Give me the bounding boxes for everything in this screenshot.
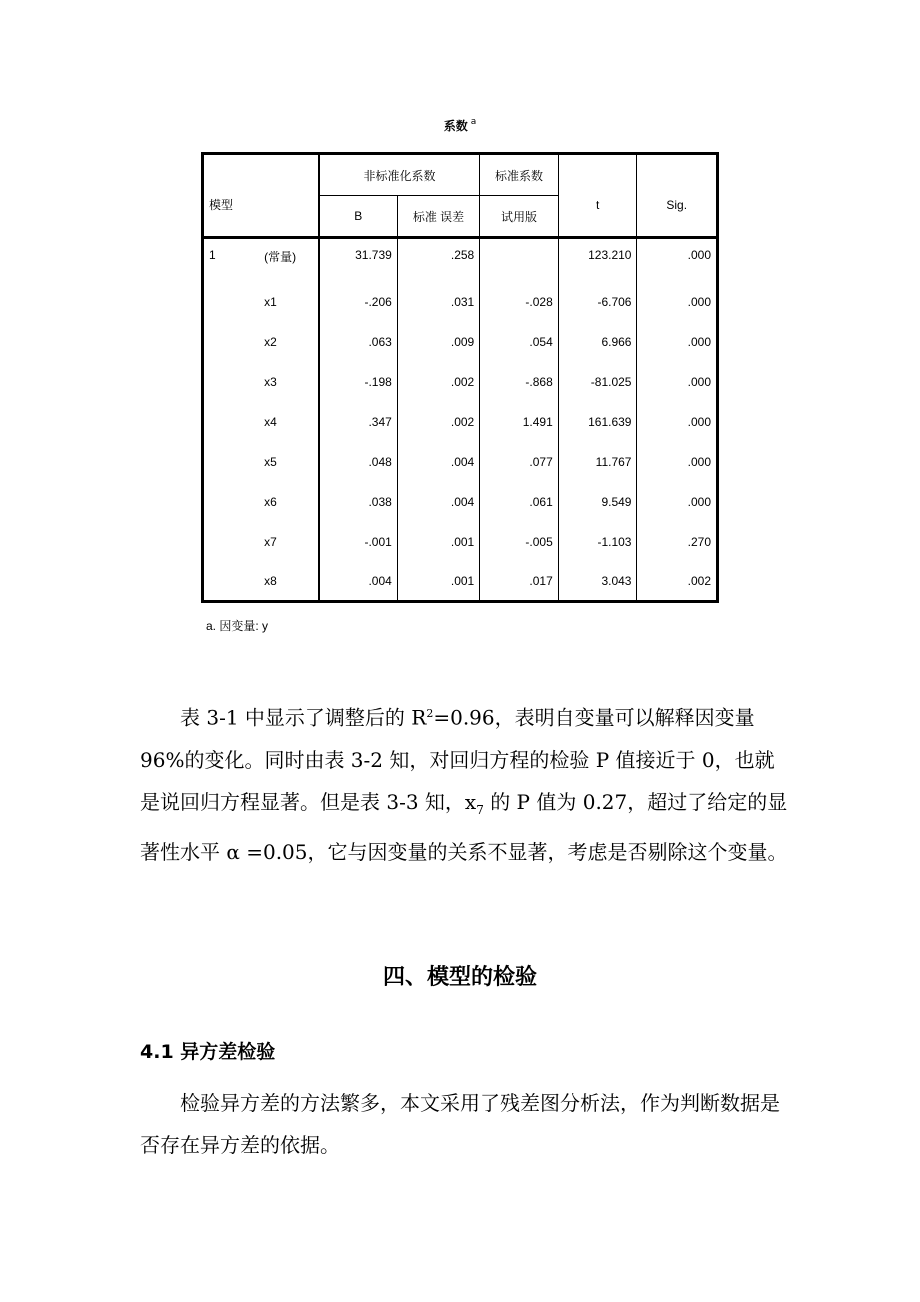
b-cell: .048 [319,442,398,482]
paragraph-method: 检验异方差的方法繁多，本文采用了残差图分析法，作为判断数据是否存在异方差的依据。 [140,1091,780,1157]
model-number-cell: 1 [203,238,257,282]
sig-cell: .002 [637,562,718,602]
std-error-cell: .009 [397,322,479,362]
coefficients-table [201,152,719,603]
beta-cell: -.005 [480,522,559,562]
beta-cell: .061 [480,482,559,522]
t-cell: 6.966 [558,322,637,362]
b-cell: 31.739 [319,238,398,282]
variable-name-cell: x1 [256,282,319,322]
b-cell: -.206 [319,282,398,322]
sig-cell: .270 [637,522,718,562]
sig-cell: .000 [637,282,718,322]
table-row [203,362,718,402]
header-b: B [319,196,398,238]
std-error-cell: .001 [397,562,479,602]
header-sig: Sig. [637,154,718,238]
model-number-cell [203,362,257,402]
table-row [203,282,718,322]
table-row [203,442,718,482]
sig-cell: .000 [637,322,718,362]
table-row [203,562,718,602]
subsection-heading: 4.1 异方差检验 [140,1041,276,1063]
header-std-error: 标准 误差 [397,196,479,238]
section-heading: 四、模型的检验 [382,965,537,990]
paragraph-results: 表 3-1 中显示了调整后的 $R^2=0.96$，表明自变量可以解释因变量 96%的变化。同时由表 3-2 知，对回归方程的检验 P 值接近于 0，也就是说回归方程显著。但是表 3-3 知，$x_7$ 的 P 值为 0.27，超过了给定的显著性水平 α =0.05，它与因变量的关系不显著，考虑是否剔除这个变量。 [140,705,788,864]
std-error-cell: .002 [397,362,479,402]
b-cell: .004 [319,562,398,602]
header-beta: 试用版 [480,196,559,238]
sig-cell: .000 [637,482,718,522]
t-cell: 11.767 [558,442,637,482]
model-number-cell [203,522,257,562]
t-cell: 161.639 [558,402,637,442]
sig-cell: .000 [637,238,718,282]
variable-name-cell: (常量) [256,238,319,282]
variable-name-cell: x4 [256,402,319,442]
beta-cell: .077 [480,442,559,482]
t-cell: 9.549 [558,482,637,522]
table-row [203,522,718,562]
sig-cell: .000 [637,402,718,442]
header-standardized: 标准系数 [480,154,559,196]
model-number-cell [203,322,257,362]
variable-name-cell: x6 [256,482,319,522]
beta-cell: .017 [480,562,559,602]
table-row [203,322,718,362]
b-cell: -.198 [319,362,398,402]
t-cell: -6.706 [558,282,637,322]
table-row [203,402,718,442]
header-model: 模型 [203,154,319,238]
variable-name-cell: x5 [256,442,319,482]
sig-cell: .000 [637,442,718,482]
std-error-cell: .004 [397,482,479,522]
beta-cell: -.868 [480,362,559,402]
table-footnote: a. 因变量: y [206,619,269,633]
model-number-cell [203,402,257,442]
std-error-cell: .031 [397,282,479,322]
sig-cell: .000 [637,362,718,402]
std-error-cell: .001 [397,522,479,562]
variable-name-cell: x7 [256,522,319,562]
std-error-cell: .258 [397,238,479,282]
b-cell: .063 [319,322,398,362]
std-error-cell: .004 [397,442,479,482]
variable-name-cell: x2 [256,322,319,362]
beta-cell: 1.491 [480,402,559,442]
beta-cell: -.028 [480,282,559,322]
table-title: 系数 $^a$ [443,117,477,133]
beta-cell [480,238,559,282]
model-number-cell [203,282,257,322]
header-unstandardized: 非标准化系数 [319,154,480,196]
b-cell: .038 [319,482,398,522]
t-cell: 123.210 [558,238,637,282]
variable-name-cell: x8 [256,562,319,602]
b-cell: -.001 [319,522,398,562]
variable-name-cell: x3 [256,362,319,402]
header-t: t [558,154,637,238]
t-cell: 3.043 [558,562,637,602]
beta-cell: .054 [480,322,559,362]
model-number-cell [203,562,257,602]
std-error-cell: .002 [397,402,479,442]
b-cell: .347 [319,402,398,442]
table-row [203,482,718,522]
model-number-cell [203,442,257,482]
t-cell: -1.103 [558,522,637,562]
table-row [203,238,718,282]
t-cell: -81.025 [558,362,637,402]
model-number-cell [203,482,257,522]
